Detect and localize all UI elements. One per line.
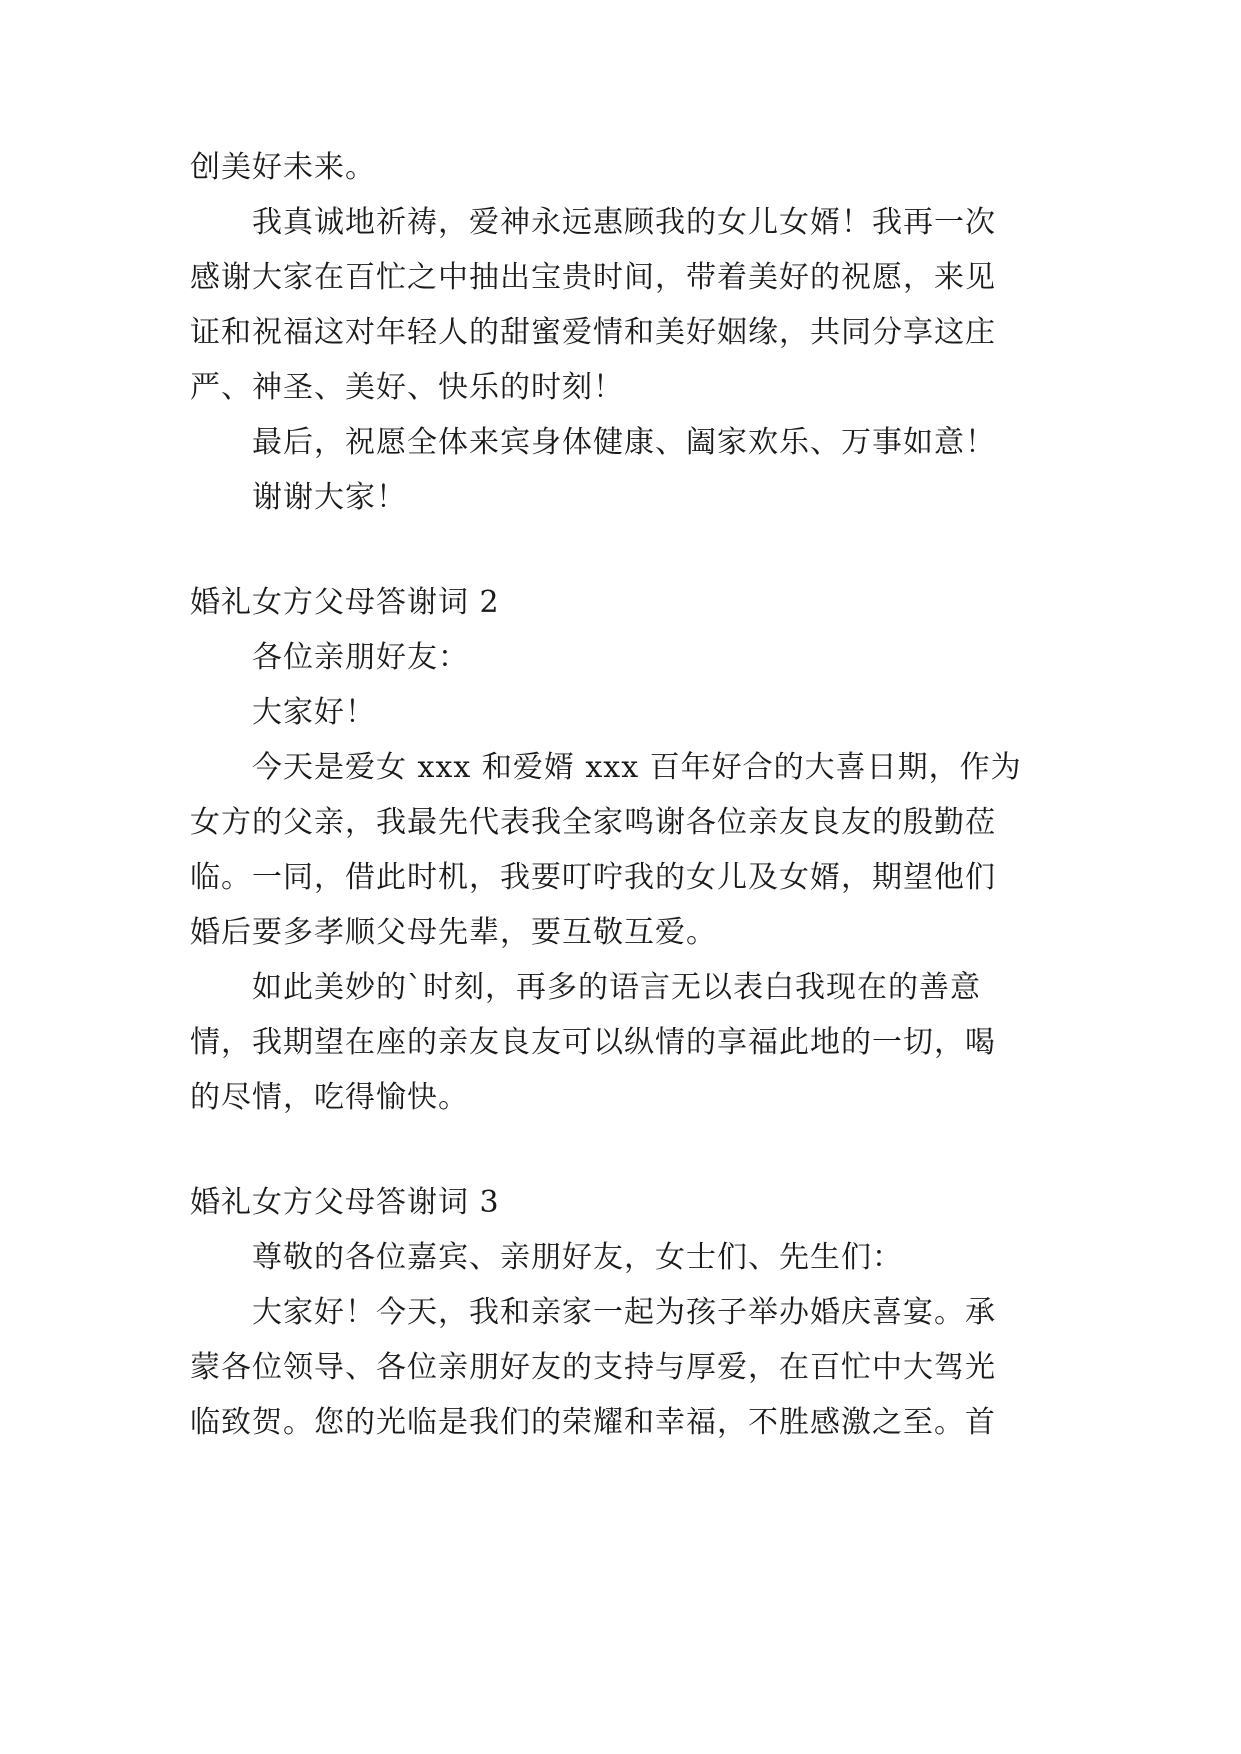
paragraph-line: 如此美妙的`时刻，再多的语言无以表白我现在的善意 — [252, 970, 981, 1005]
section-heading: 婚礼女方父母答谢词 3 — [190, 1185, 500, 1220]
paragraph-line: 临致贺。您的光临是我们的荣耀和幸福，不胜感激之至。首 — [190, 1405, 996, 1440]
paragraph-line: 蒙各位领导、各位亲朋好友的支持与厚爱，在百忙中大驾光 — [190, 1350, 996, 1385]
paragraph-line: 婚后要多孝顺父母先辈，要互敬互爱。 — [190, 915, 717, 950]
paragraph-line: 最后，祝愿全体来宾身体健康、阖家欢乐、万事如意！ — [252, 425, 996, 460]
paragraph-line: 女方的父亲，我最先代表我全家鸣谢各位亲友良友的殷勤莅 — [190, 805, 996, 840]
paragraph-line: 证和祝福这对年轻人的甜蜜爱情和美好姻缘，共同分享这庄 — [190, 315, 996, 350]
paragraph-line: 我真诚地祈祷，爱神永远惠顾我的女儿女婿！我再一次 — [252, 205, 996, 240]
greeting: 大家好！ — [252, 695, 376, 730]
paragraph-line: 感谢大家在百忙之中抽出宝贵时间，带着美好的祝愿，来见 — [190, 260, 996, 295]
paragraph-line: 今天是爱女 xxx 和爱婿 xxx 百年好合的大喜日期，作为 — [252, 750, 1022, 785]
paragraph-line: 情，我期望在座的亲友良友可以纵情的享福此地的一切，喝 — [190, 1025, 996, 1060]
salutation: 各位亲朋好友： — [252, 640, 469, 675]
salutation: 尊敬的各位嘉宾、亲朋好友，女士们、先生们： — [252, 1240, 903, 1275]
section-heading: 婚礼女方父母答谢词 2 — [190, 585, 500, 620]
paragraph-line: 严、神圣、美好、快乐的时刻！ — [190, 370, 624, 405]
paragraph-line: 大家好！今天，我和亲家一起为孩子举办婚庆喜宴。承 — [252, 1295, 996, 1330]
paragraph-line: 谢谢大家！ — [252, 480, 407, 515]
paragraph-line: 创美好未来。 — [190, 150, 376, 185]
paragraph-line: 临。一同，借此时机，我要叮咛我的女儿及女婿，期望他们 — [190, 860, 996, 895]
paragraph-line: 的尽情，吃得愉快。 — [190, 1080, 469, 1115]
